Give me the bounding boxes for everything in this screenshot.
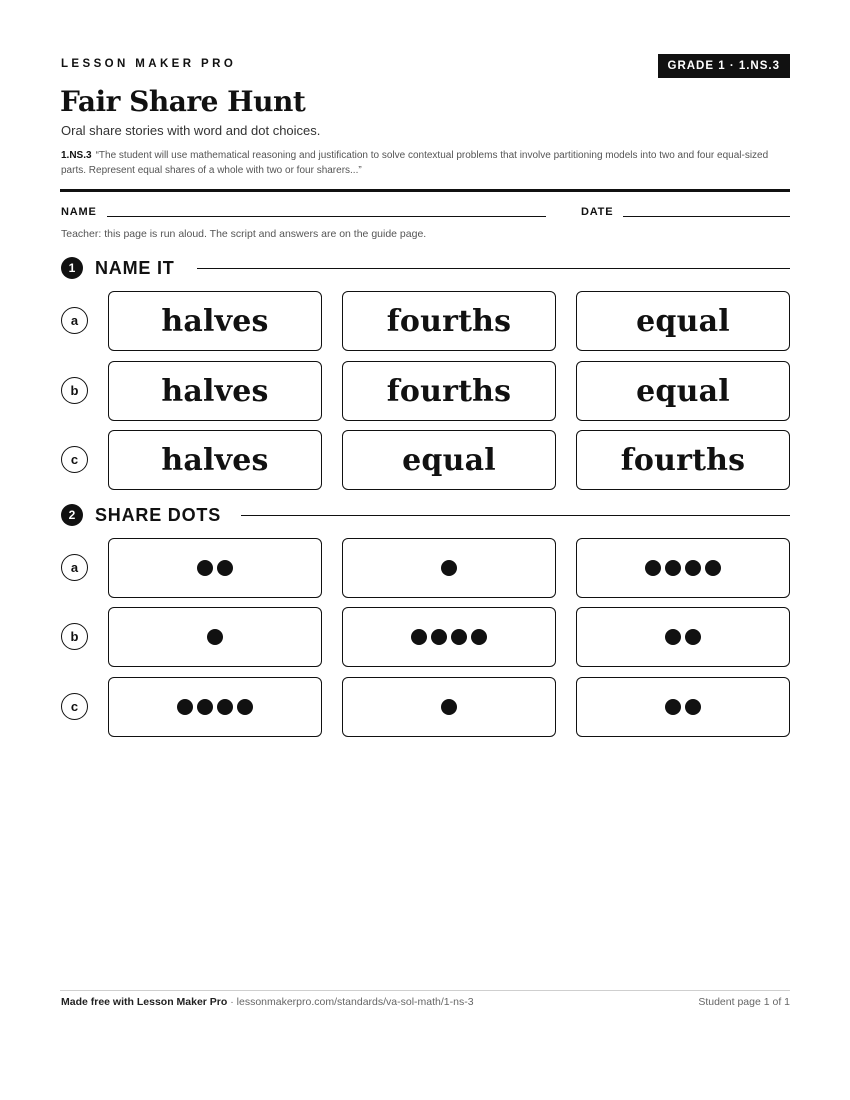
dot-choice-card[interactable] xyxy=(576,538,790,598)
date-field[interactable] xyxy=(623,216,790,217)
dot xyxy=(431,629,447,645)
dot xyxy=(441,560,457,576)
dot-group xyxy=(645,560,721,576)
dot-choice-card[interactable] xyxy=(576,607,790,667)
dot-choice-card[interactable] xyxy=(108,538,322,598)
header-divider xyxy=(60,189,790,192)
dot xyxy=(237,699,253,715)
standard-quote: “The student will use mathematical reasoning and justification to solve contextual problems that involve partitioning models into two and four equal-sized parts. Represent equal shares of a whole with two or four sharers...” xyxy=(61,150,769,176)
dot-group xyxy=(665,699,701,715)
dot xyxy=(451,629,467,645)
section-number: 2 xyxy=(61,504,83,526)
footer-made-with: Made free with Lesson Maker Pro xyxy=(61,996,228,1008)
dot-group xyxy=(441,560,457,576)
standard-code: 1.NS.3 xyxy=(61,150,92,161)
section-name-it xyxy=(61,256,175,280)
word-choice-card[interactable] xyxy=(108,430,322,490)
dot xyxy=(665,560,681,576)
section-share-dots xyxy=(61,503,221,527)
word-choice-card[interactable] xyxy=(576,291,790,351)
dot-group xyxy=(411,629,487,645)
word-choice-label: fourths xyxy=(386,373,512,409)
word-choice-card[interactable] xyxy=(576,430,790,490)
dot-choice-card[interactable] xyxy=(342,607,556,667)
section-title: SHARE DOTS xyxy=(95,504,222,525)
grade-badge: GRADE 1 · 1.NS.3 xyxy=(658,54,791,78)
footer-credit xyxy=(61,996,474,1008)
dot xyxy=(177,699,193,715)
dot-choice-card[interactable] xyxy=(108,607,322,667)
word-choice-label: equal xyxy=(636,303,730,339)
date-label: DATE xyxy=(581,206,614,218)
row-letter: b xyxy=(61,377,88,404)
section-title: NAME IT xyxy=(95,257,175,278)
brand-name: LESSON MAKER PRO xyxy=(61,58,237,70)
dot xyxy=(471,629,487,645)
word-choice-card[interactable] xyxy=(342,291,556,351)
dot xyxy=(685,699,701,715)
word-choice-label: fourths xyxy=(620,442,746,478)
dot xyxy=(685,629,701,645)
row-letter: a xyxy=(61,554,88,581)
dot xyxy=(411,629,427,645)
dot xyxy=(441,699,457,715)
dot-group xyxy=(665,629,701,645)
name-field[interactable] xyxy=(107,216,546,217)
name-label: NAME xyxy=(61,206,97,218)
dot xyxy=(705,560,721,576)
page-title: Fair Share Hunt xyxy=(60,85,306,118)
dot xyxy=(645,560,661,576)
dot-choice-card[interactable] xyxy=(342,538,556,598)
row-letter: b xyxy=(61,623,88,650)
row-letter: c xyxy=(61,446,88,473)
section-divider xyxy=(241,515,790,516)
word-choice-label: halves xyxy=(161,373,269,409)
footer-page-number: Student page 1 of 1 xyxy=(698,996,790,1008)
word-choice-card[interactable] xyxy=(108,291,322,351)
dot-choice-card[interactable] xyxy=(342,677,556,737)
word-choice-label: equal xyxy=(636,373,730,409)
dot xyxy=(197,560,213,576)
dot xyxy=(217,699,233,715)
dot xyxy=(665,629,681,645)
footer-divider xyxy=(60,990,790,991)
word-choice-label: equal xyxy=(402,442,496,478)
teacher-note: Teacher: this page is run aloud. The script and answers are on the guide page. xyxy=(61,228,427,240)
dot-group xyxy=(207,629,223,645)
dot-group xyxy=(197,560,233,576)
word-choice-label: fourths xyxy=(386,303,512,339)
section-divider xyxy=(197,268,790,269)
word-choice-card[interactable] xyxy=(342,361,556,421)
word-choice-label: halves xyxy=(161,442,269,478)
dot xyxy=(207,629,223,645)
row-letter: a xyxy=(61,307,88,334)
page-subtitle: Oral share stories with word and dot choices. xyxy=(61,123,321,138)
row-letter: c xyxy=(61,693,88,720)
word-choice-card[interactable] xyxy=(576,361,790,421)
dot-choice-card[interactable] xyxy=(576,677,790,737)
dot-choice-card[interactable] xyxy=(108,677,322,737)
dot-group xyxy=(441,699,457,715)
word-choice-card[interactable] xyxy=(108,361,322,421)
section-number: 1 xyxy=(61,257,83,279)
word-choice-card[interactable] xyxy=(342,430,556,490)
dot xyxy=(197,699,213,715)
standard-text xyxy=(61,148,791,178)
dot-group xyxy=(177,699,253,715)
dot xyxy=(665,699,681,715)
dot xyxy=(685,560,701,576)
dot xyxy=(217,560,233,576)
footer-url[interactable]: · lessonmakerpro.com/standards/va-sol-math/1-ns-3 xyxy=(227,996,474,1008)
word-choice-label: halves xyxy=(161,303,269,339)
